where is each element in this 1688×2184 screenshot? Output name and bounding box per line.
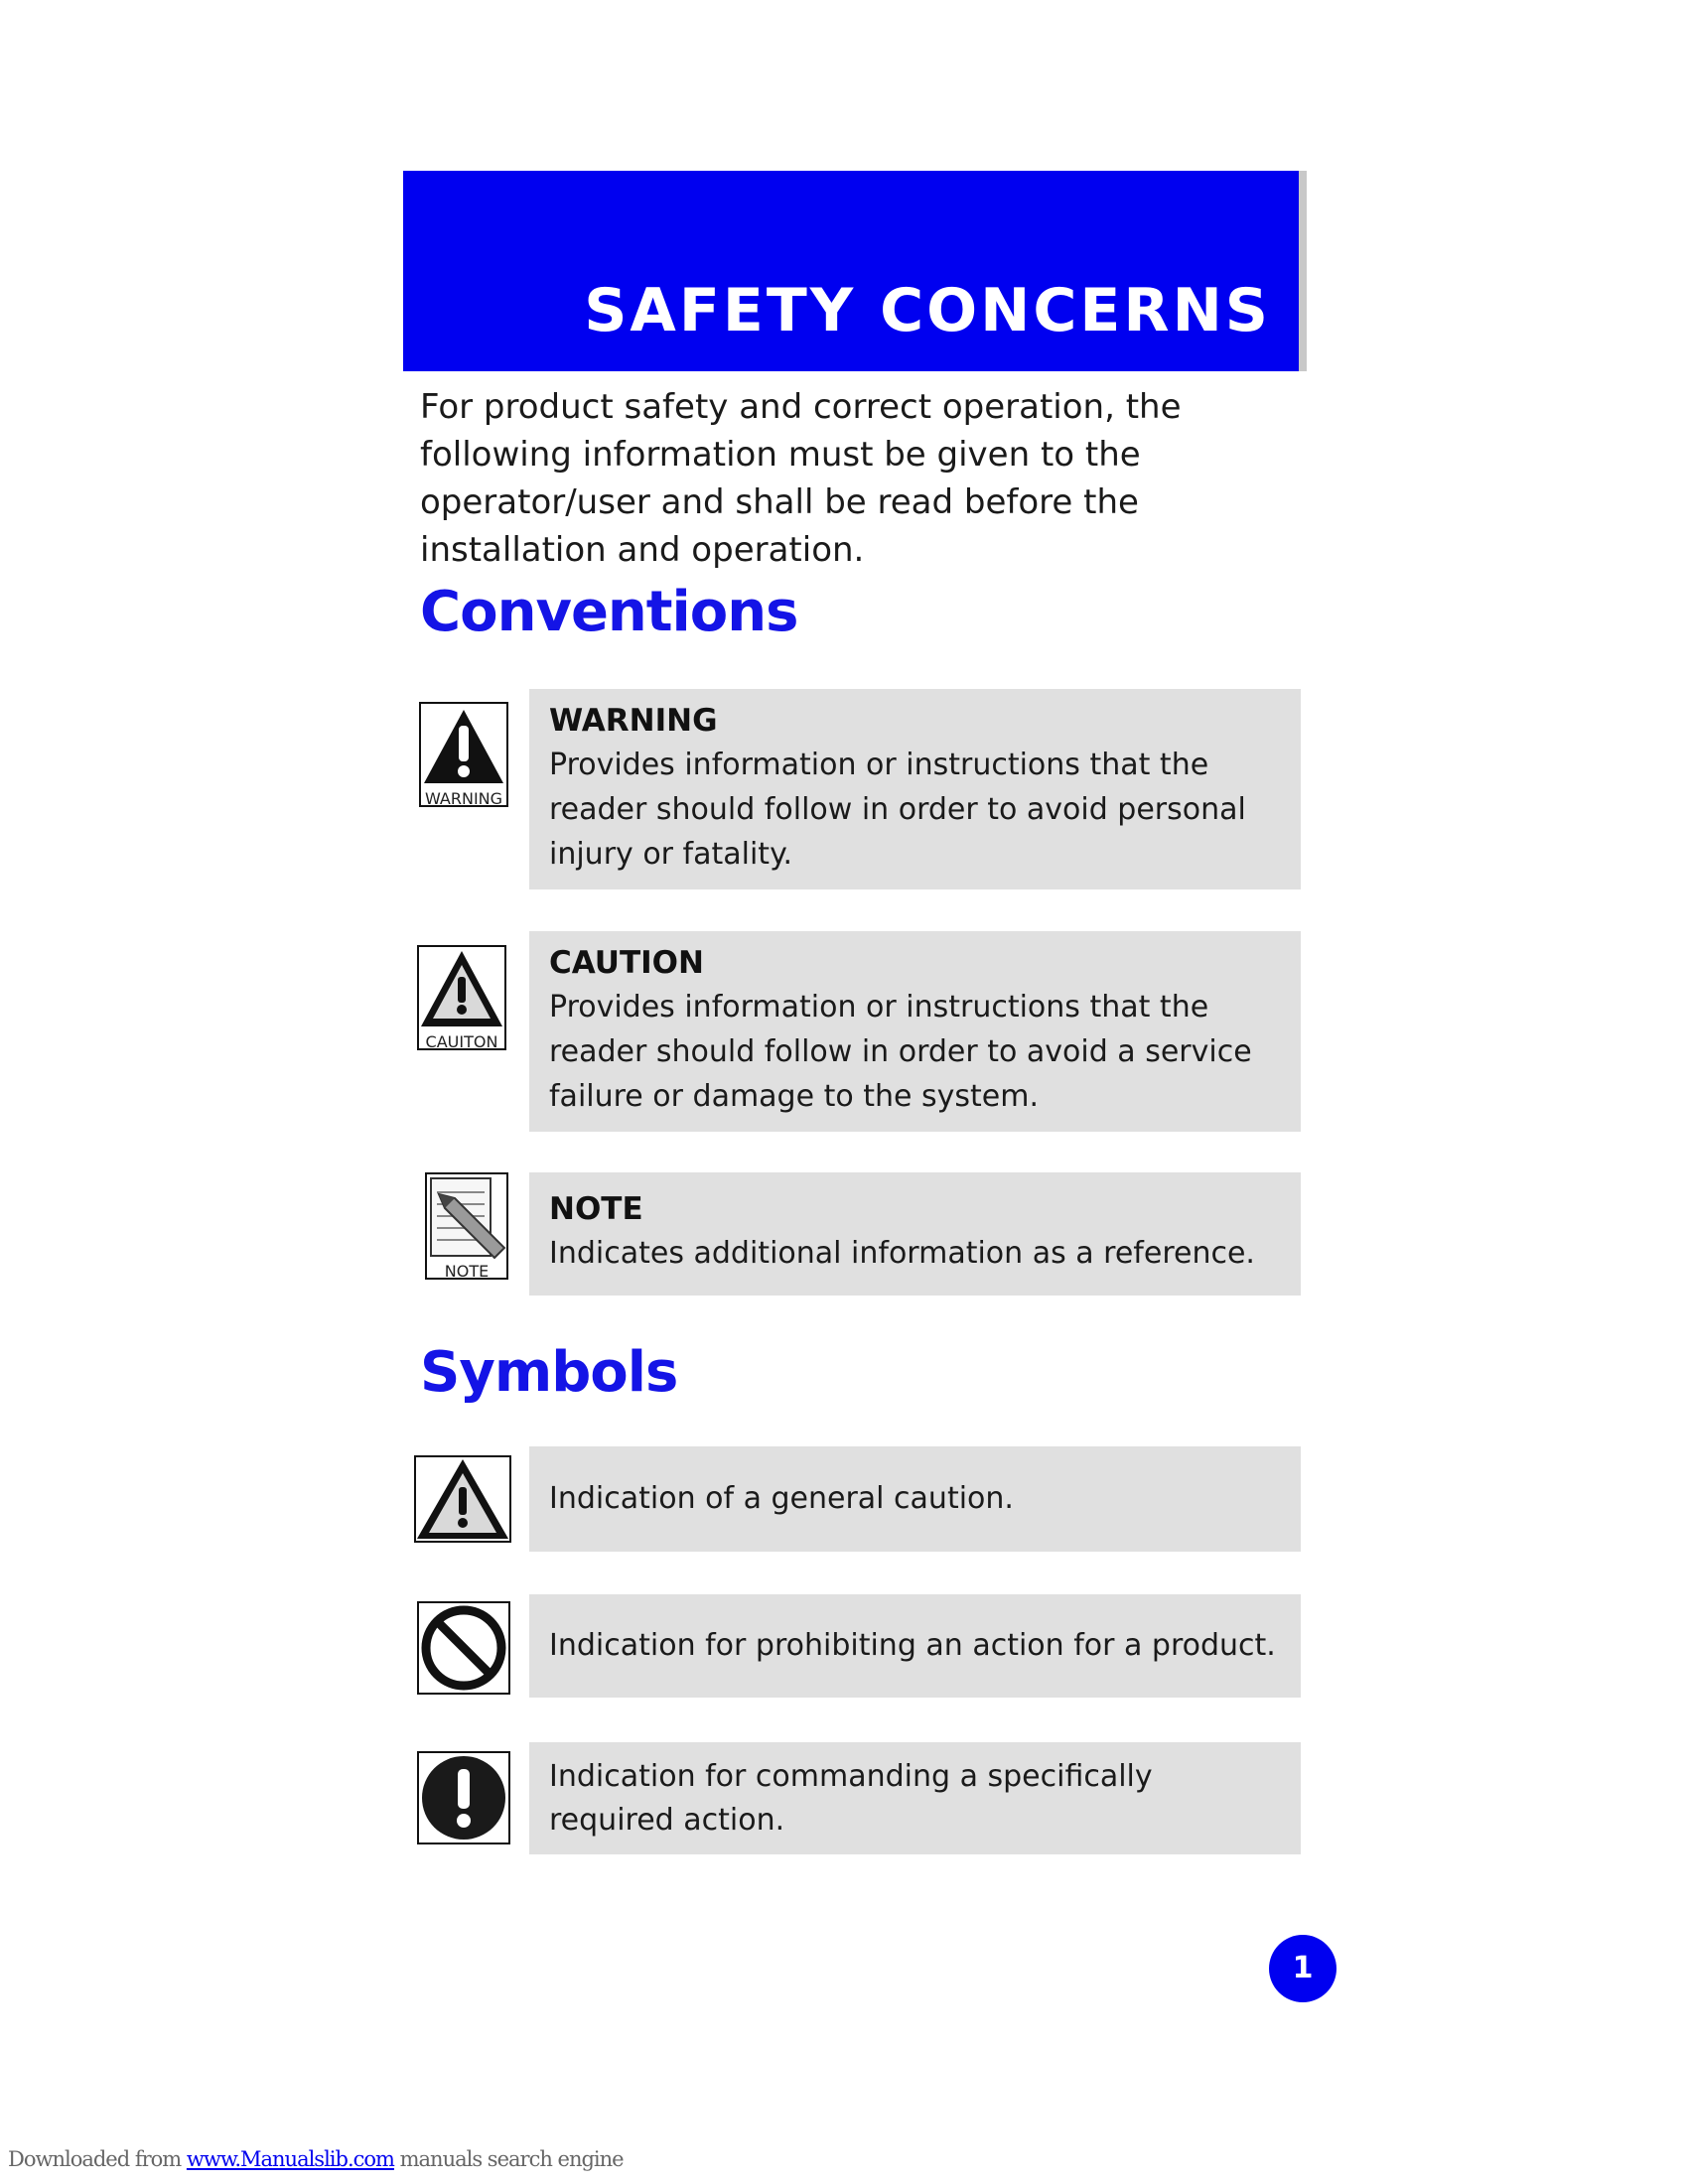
mandatory-action-description: Indication for commanding a specifically required action. [549,1758,1153,1838]
warning-box [529,689,1301,889]
general-caution-description: Indication of a general caution. [549,1481,1014,1516]
caution-icon [417,945,506,1050]
conventions-heading: Conventions [420,580,798,644]
warning-icon-caption: WARNING [424,790,503,808]
caution-icon-caption: CAUITON [425,1033,498,1051]
warning-icon [419,702,508,807]
page-title: SAFETY CONCERNS [584,276,1271,345]
note-title: NOTE [549,1191,643,1227]
footer-prefix: Downloaded from [8,2147,187,2171]
note-icon [425,1172,508,1280]
prohibition-description: Indication for prohibiting an action for a product. [549,1628,1276,1663]
note-box [529,1172,1301,1296]
symbols-heading: Symbols [420,1340,678,1405]
download-footer [8,2147,624,2171]
warning-description: Provides information or instructions that the reader should follow in order to avoid personal injury or fatality. [549,748,1246,872]
general-caution-icon [414,1455,511,1543]
mandatory-action-box [529,1742,1301,1854]
manualslib-link[interactable]: www.Manualslib.com [186,2147,394,2171]
footer-suffix: manuals search engine [393,2147,624,2171]
caution-description: Provides information or instructions that the reader should follow in order to avoid a service failure or damage to the system. [549,990,1252,1114]
general-caution-box [529,1446,1301,1552]
mandatory-action-icon [417,1751,510,1844]
caution-box [529,931,1301,1132]
note-icon-caption: NOTE [444,1263,490,1281]
intro-paragraph: For product safety and correct operation, the following information must be given to the operator/user and shall be read before the installation and operation. [420,387,1182,570]
prohibition-icon [417,1601,510,1695]
caution-title: CAUTION [549,945,704,981]
warning-title: WARNING [549,703,718,739]
page-number-badge: 1 [1269,1935,1336,2002]
prohibition-box [529,1594,1301,1698]
note-description: Indicates additional information as a reference. [549,1236,1255,1271]
title-banner [403,171,1299,371]
